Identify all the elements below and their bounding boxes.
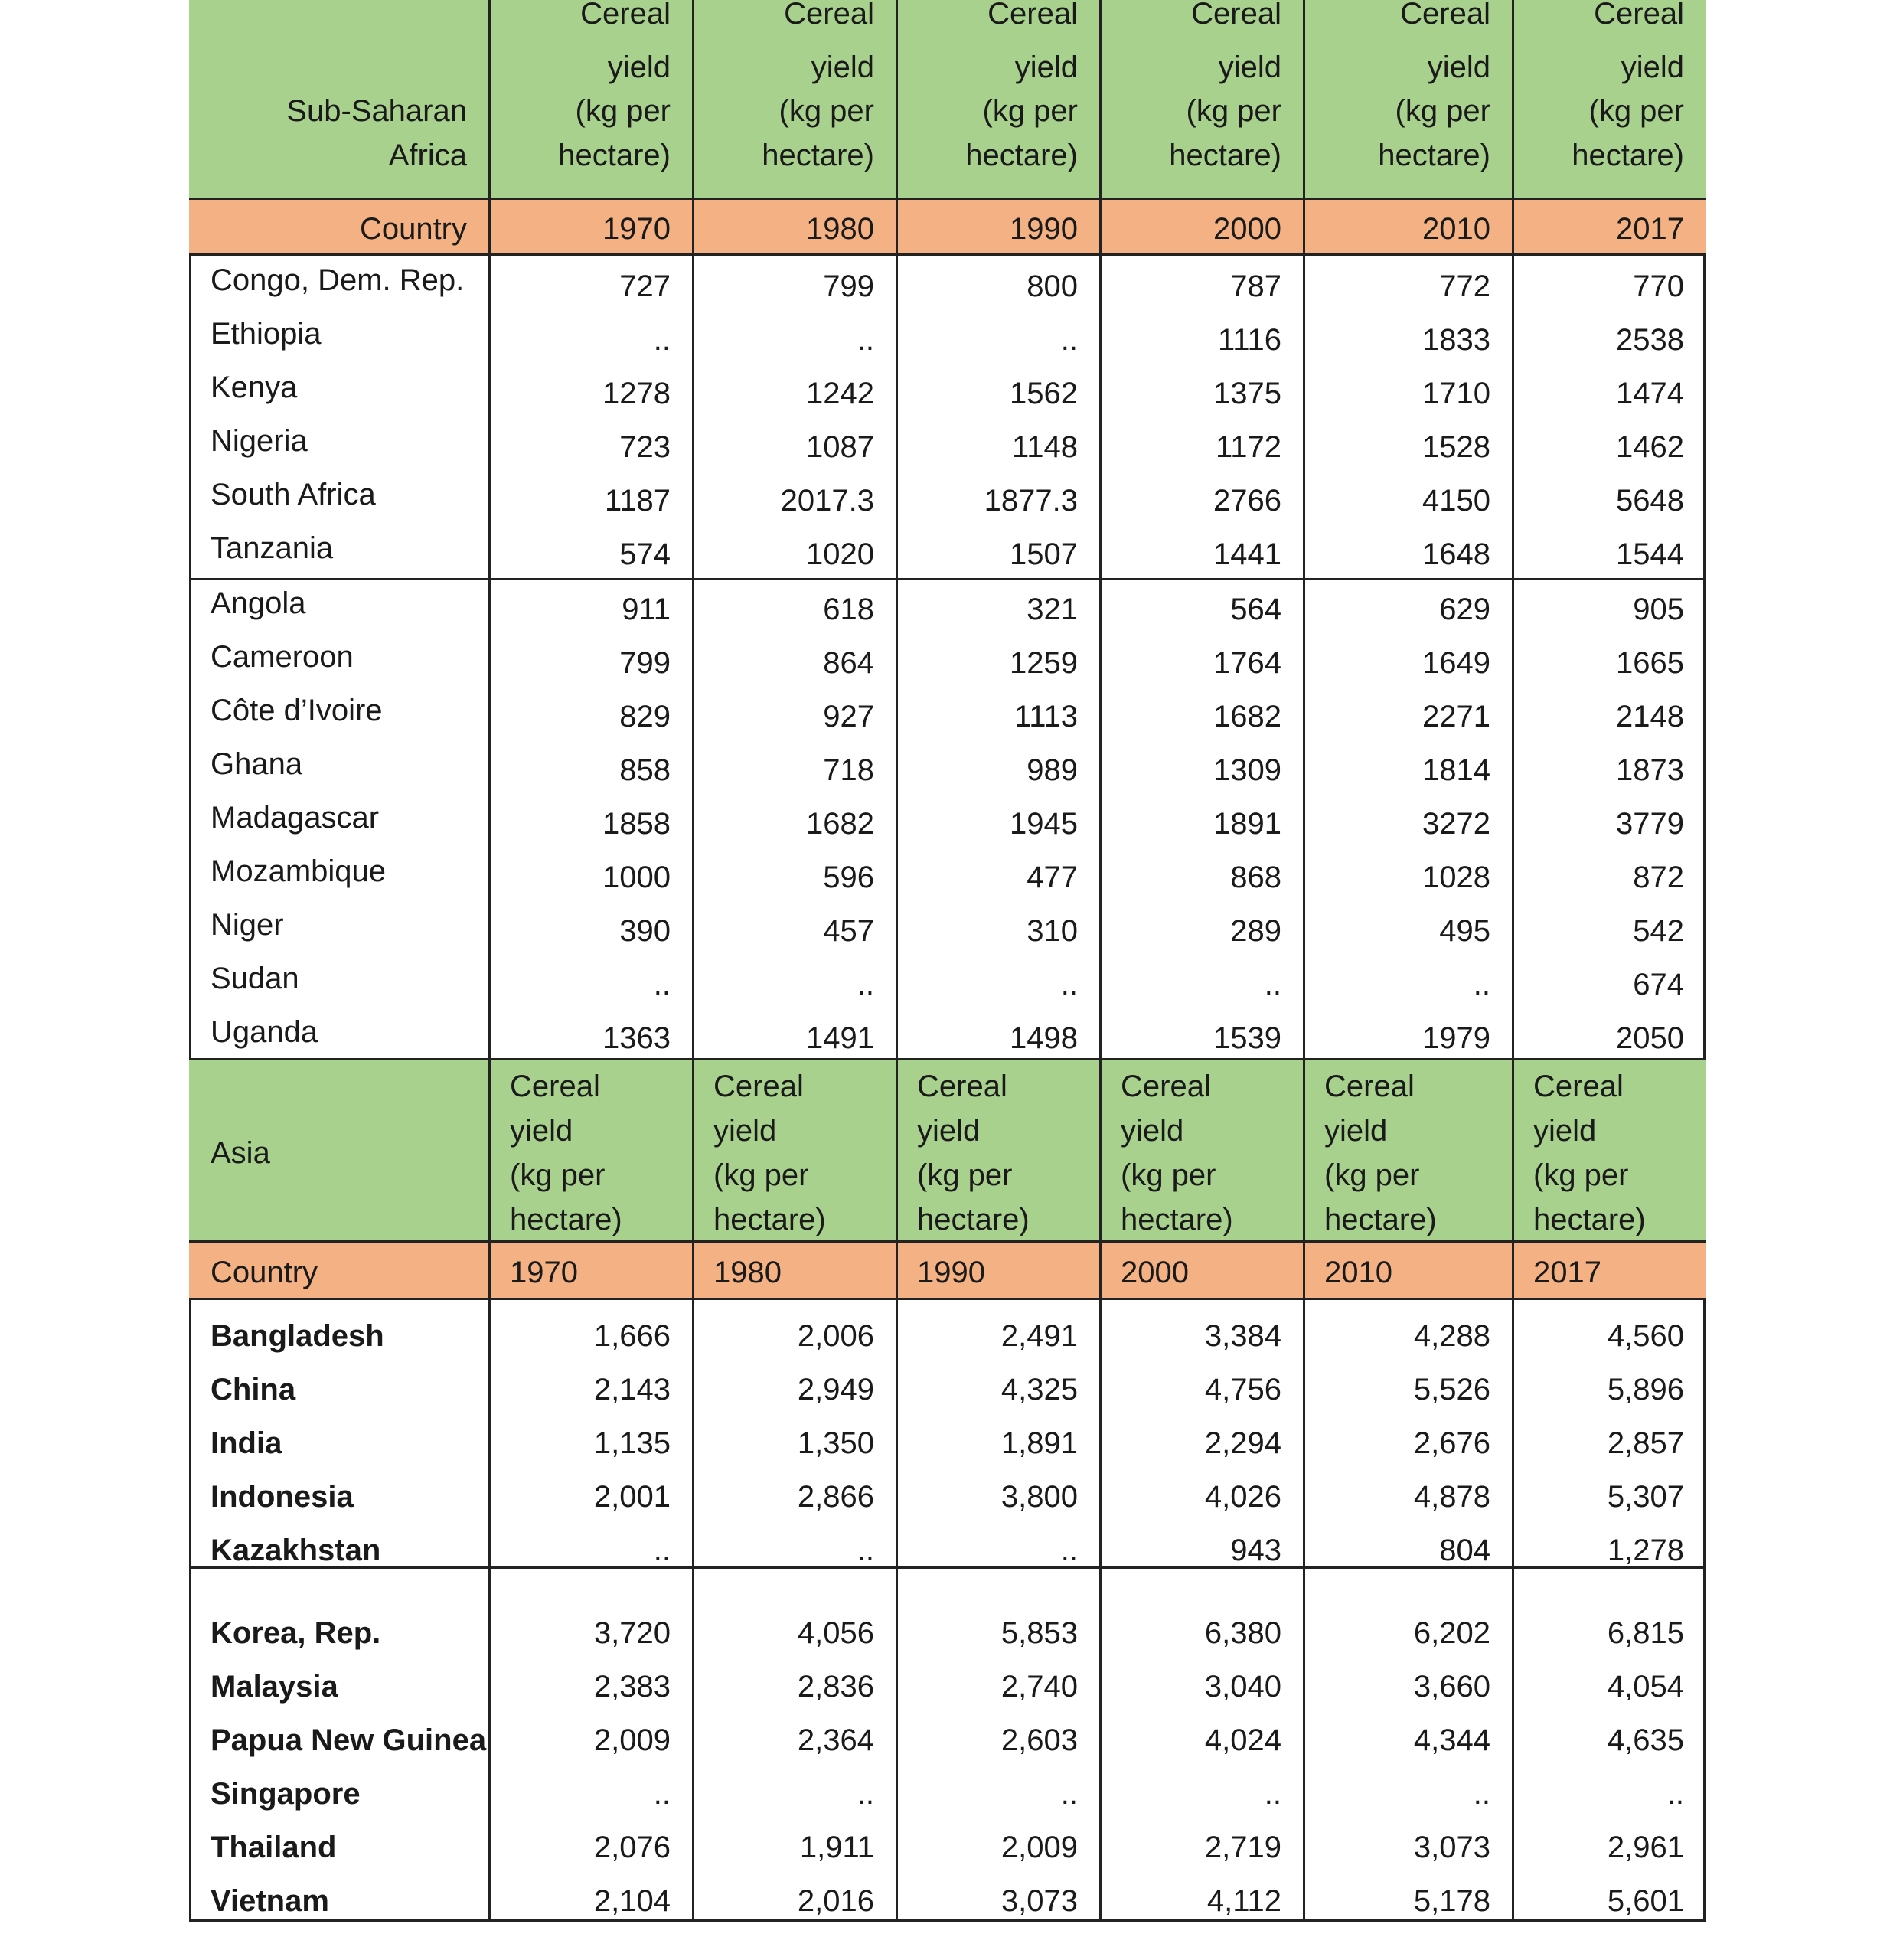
africa-header-line: (kg per bbox=[982, 94, 1078, 128]
yield-value: 1,278 bbox=[1607, 1534, 1684, 1567]
yield-value: 6,815 bbox=[1607, 1616, 1684, 1650]
country-name: Nigeria bbox=[211, 424, 308, 458]
yield-value: 1648 bbox=[1422, 537, 1490, 571]
africa-header-line: Cereal bbox=[1400, 0, 1490, 31]
yield-value: 1858 bbox=[602, 807, 671, 841]
country-name: Indonesia bbox=[211, 1480, 354, 1514]
yield-value: 6,202 bbox=[1413, 1616, 1490, 1650]
yield-value: 4,288 bbox=[1413, 1319, 1490, 1353]
yield-value: 1873 bbox=[1616, 753, 1684, 787]
yield-value: 799 bbox=[619, 646, 671, 680]
africa-year-label: 1980 bbox=[806, 212, 874, 246]
yield-value: 2,719 bbox=[1204, 1831, 1281, 1864]
rule-africa-year-bottom bbox=[189, 253, 1706, 256]
yield-value: 2,383 bbox=[593, 1670, 671, 1704]
yield-value: 1979 bbox=[1422, 1021, 1490, 1055]
yield-value: 2,676 bbox=[1413, 1426, 1490, 1460]
asia-year-label: 2017 bbox=[1533, 1256, 1601, 1289]
yield-value: 1474 bbox=[1616, 377, 1684, 410]
asia-header-line: yield bbox=[1533, 1114, 1597, 1148]
yield-value: 770 bbox=[1633, 270, 1684, 303]
yield-value: 4,026 bbox=[1204, 1480, 1281, 1514]
yield-value: 1148 bbox=[1011, 430, 1078, 464]
yield-value: 5,307 bbox=[1607, 1480, 1684, 1514]
africa-header-line: Cereal bbox=[1191, 0, 1281, 31]
asia-header-line: hectare) bbox=[510, 1203, 622, 1236]
yield-value: 1,911 bbox=[799, 1831, 874, 1864]
asia-header-line: (kg per bbox=[1533, 1158, 1629, 1192]
yield-value: 390 bbox=[619, 914, 671, 948]
africa-region-label: Africa bbox=[388, 139, 467, 172]
africa-header-line: hectare) bbox=[1169, 139, 1281, 172]
yield-value: 1020 bbox=[806, 537, 874, 571]
yield-value: .. bbox=[1060, 323, 1078, 357]
yield-value: 2,294 bbox=[1204, 1426, 1281, 1460]
yield-value: 674 bbox=[1633, 968, 1684, 1001]
yield-value: 804 bbox=[1439, 1534, 1490, 1567]
yield-value: 321 bbox=[1027, 593, 1078, 626]
yield-value: 3,073 bbox=[1000, 1884, 1078, 1918]
country-name: Kazakhstan bbox=[211, 1534, 381, 1567]
africa-header-line: hectare) bbox=[558, 139, 671, 172]
yield-value: 1028 bbox=[1422, 861, 1490, 894]
country-name: Mozambique bbox=[211, 854, 387, 888]
asia-header-line: yield bbox=[510, 1114, 573, 1148]
yield-value: 1507 bbox=[1010, 537, 1078, 571]
asia-header-line: hectare) bbox=[1324, 1203, 1437, 1236]
country-name: Madagascar bbox=[211, 801, 380, 835]
yield-value: 2,143 bbox=[593, 1373, 671, 1406]
yield-value: 943 bbox=[1230, 1534, 1281, 1567]
africa-region-label: Sub-Saharan bbox=[286, 94, 467, 128]
africa-year-label: 2000 bbox=[1213, 212, 1281, 246]
asia-header-line: yield bbox=[713, 1114, 777, 1148]
yield-value: 4,344 bbox=[1413, 1723, 1490, 1757]
yield-value: .. bbox=[857, 1777, 874, 1811]
yield-value: 2,009 bbox=[593, 1723, 671, 1757]
yield-value: .. bbox=[1264, 968, 1281, 1001]
yield-value: .. bbox=[1060, 1777, 1078, 1811]
country-name: Niger bbox=[211, 908, 284, 942]
yield-value: 1877.3 bbox=[984, 484, 1078, 518]
yield-value: .. bbox=[857, 323, 874, 357]
yield-value: 1172 bbox=[1215, 430, 1281, 464]
yield-value: 2,836 bbox=[797, 1670, 874, 1704]
country-name: Bangladesh bbox=[211, 1319, 384, 1353]
yield-value: 1665 bbox=[1616, 646, 1684, 680]
yield-value: 3,660 bbox=[1413, 1670, 1490, 1704]
asia-year-label: 1980 bbox=[713, 1256, 782, 1289]
yield-value: 2,491 bbox=[1000, 1319, 1078, 1353]
yield-value: 1309 bbox=[1213, 753, 1281, 787]
yield-value: 1498 bbox=[1010, 1021, 1078, 1055]
asia-year-label: 2010 bbox=[1324, 1256, 1392, 1289]
cereal-yield-table bbox=[189, 0, 1706, 1922]
yield-value: 4,878 bbox=[1413, 1480, 1490, 1514]
asia-year-label: 1990 bbox=[917, 1256, 985, 1289]
africa-header-line: hectare) bbox=[762, 139, 874, 172]
yield-value: 5,853 bbox=[1000, 1616, 1078, 1650]
yield-value: .. bbox=[1473, 968, 1490, 1001]
yield-value: 3272 bbox=[1422, 807, 1490, 841]
country-name: China bbox=[211, 1373, 296, 1406]
yield-value: 2050 bbox=[1616, 1021, 1684, 1055]
country-name: Korea, Rep. bbox=[211, 1616, 381, 1650]
yield-value: 5,178 bbox=[1413, 1884, 1490, 1918]
yield-value: 1,135 bbox=[593, 1426, 671, 1460]
asia-header-line: Cereal bbox=[1533, 1070, 1624, 1103]
asia-header-line: hectare) bbox=[713, 1203, 826, 1236]
yield-value: .. bbox=[1060, 968, 1078, 1001]
yield-value: .. bbox=[1473, 1777, 1490, 1811]
asia-header-line: Cereal bbox=[1121, 1070, 1211, 1103]
yield-value: 1649 bbox=[1422, 646, 1490, 680]
yield-value: 596 bbox=[823, 861, 874, 894]
asia-header-line: (kg per bbox=[917, 1158, 1013, 1192]
yield-value: .. bbox=[857, 1534, 874, 1567]
yield-value: 618 bbox=[823, 593, 874, 626]
yield-value: 564 bbox=[1230, 593, 1281, 626]
country-name: Ghana bbox=[211, 747, 303, 781]
yield-value: 927 bbox=[823, 700, 874, 733]
yield-value: 868 bbox=[1230, 861, 1281, 894]
yield-value: 1187 bbox=[604, 484, 671, 518]
rule-asia-year-bottom bbox=[189, 1298, 1706, 1300]
yield-value: 989 bbox=[1027, 753, 1078, 787]
yield-value: 1,891 bbox=[1000, 1426, 1078, 1460]
yield-value: 911 bbox=[622, 593, 671, 626]
country-name: Tanzania bbox=[211, 531, 334, 565]
yield-value: 2017.3 bbox=[780, 484, 874, 518]
yield-value: 2,740 bbox=[1000, 1670, 1078, 1704]
yield-value: 5,526 bbox=[1413, 1373, 1490, 1406]
asia-header-line: yield bbox=[1324, 1114, 1388, 1148]
yield-value: 2,603 bbox=[1000, 1723, 1078, 1757]
asia-year-label: 2000 bbox=[1121, 1256, 1189, 1289]
yield-value: 1278 bbox=[602, 377, 671, 410]
yield-value: 864 bbox=[823, 646, 874, 680]
yield-value: 2,364 bbox=[797, 1723, 874, 1757]
yield-value: .. bbox=[857, 968, 874, 1001]
yield-value: 2,006 bbox=[797, 1319, 874, 1353]
yield-value: 1562 bbox=[1010, 377, 1078, 410]
asia-country-header: Country bbox=[211, 1256, 318, 1289]
africa-year-label: 2017 bbox=[1616, 212, 1684, 246]
africa-header-line: (kg per bbox=[1395, 94, 1490, 128]
country-name: Ethiopia bbox=[211, 317, 322, 351]
asia-header-line: yield bbox=[1121, 1114, 1184, 1148]
yield-value: 1,666 bbox=[593, 1319, 671, 1353]
yield-value: 1682 bbox=[806, 807, 874, 841]
africa-header-line: Cereal bbox=[784, 0, 874, 31]
yield-value: 1462 bbox=[1616, 430, 1684, 464]
yield-value: 1,350 bbox=[797, 1426, 874, 1460]
country-name: Kenya bbox=[211, 371, 298, 404]
yield-value: 574 bbox=[619, 537, 671, 571]
asia-header-line: Cereal bbox=[510, 1070, 600, 1103]
yield-value: 723 bbox=[619, 430, 671, 464]
africa-header-line: hectare) bbox=[1378, 139, 1490, 172]
africa-year-label: 2010 bbox=[1422, 212, 1490, 246]
yield-value: 4,054 bbox=[1607, 1670, 1684, 1704]
asia-region-label: Asia bbox=[211, 1136, 270, 1170]
yield-value: .. bbox=[653, 1777, 671, 1811]
yield-value: 1682 bbox=[1213, 700, 1281, 733]
africa-header-line: Cereal bbox=[580, 0, 671, 31]
yield-value: 3,040 bbox=[1204, 1670, 1281, 1704]
africa-header-line: hectare) bbox=[965, 139, 1078, 172]
africa-header-line: (kg per bbox=[779, 94, 874, 128]
asia-header-line: hectare) bbox=[1121, 1203, 1233, 1236]
africa-header-line: yield bbox=[607, 51, 671, 84]
yield-value: 5,896 bbox=[1607, 1373, 1684, 1406]
africa-header-line: Cereal bbox=[987, 0, 1078, 31]
yield-value: 2,076 bbox=[593, 1831, 671, 1864]
africa-header-line: (kg per bbox=[1186, 94, 1281, 128]
country-name: Cameroon bbox=[211, 640, 354, 674]
yield-value: 829 bbox=[619, 700, 671, 733]
yield-value: .. bbox=[653, 1534, 671, 1567]
yield-value: 2,009 bbox=[1000, 1831, 1078, 1864]
yield-value: 629 bbox=[1439, 593, 1490, 626]
yield-value: 905 bbox=[1633, 593, 1684, 626]
country-name: Sudan bbox=[211, 962, 299, 995]
yield-value: 1242 bbox=[806, 377, 874, 410]
yield-value: 2,001 bbox=[593, 1480, 671, 1514]
country-name: Congo, Dem. Rep. bbox=[211, 263, 465, 297]
yield-value: 2538 bbox=[1616, 323, 1684, 357]
yield-value: 1113 bbox=[1014, 700, 1078, 733]
rule-africa-header-bottom bbox=[189, 198, 1706, 200]
yield-value: 1441 bbox=[1213, 537, 1281, 571]
yield-value: 3,384 bbox=[1204, 1319, 1281, 1353]
yield-value: .. bbox=[1264, 1777, 1281, 1811]
yield-value: 1764 bbox=[1213, 646, 1281, 680]
yield-value: 542 bbox=[1633, 914, 1684, 948]
yield-value: 4,560 bbox=[1607, 1319, 1684, 1353]
asia-header-line: Cereal bbox=[917, 1070, 1007, 1103]
yield-value: 1363 bbox=[602, 1021, 671, 1055]
yield-value: 4,024 bbox=[1204, 1723, 1281, 1757]
yield-value: 1491 bbox=[806, 1021, 874, 1055]
yield-value: 495 bbox=[1439, 914, 1490, 948]
yield-value: 2148 bbox=[1616, 700, 1684, 733]
yield-value: 800 bbox=[1027, 270, 1078, 303]
asia-header-line: (kg per bbox=[510, 1158, 606, 1192]
country-name: Malaysia bbox=[211, 1670, 338, 1704]
country-name: Côte d’Ivoire bbox=[211, 694, 383, 727]
country-name: India bbox=[211, 1426, 282, 1460]
yield-value: 1259 bbox=[1010, 646, 1078, 680]
yield-value: 5,601 bbox=[1607, 1884, 1684, 1918]
asia-header-line: yield bbox=[917, 1114, 981, 1148]
africa-year-label: 1990 bbox=[1010, 212, 1078, 246]
africa-header-line: yield bbox=[1014, 51, 1078, 84]
asia-header-line: hectare) bbox=[917, 1203, 1030, 1236]
yield-value: 3,800 bbox=[1000, 1480, 1078, 1514]
yield-value: 772 bbox=[1439, 270, 1490, 303]
yield-value: 4,056 bbox=[797, 1616, 874, 1650]
yield-value: 2,866 bbox=[797, 1480, 874, 1514]
yield-value: 3779 bbox=[1616, 807, 1684, 841]
africa-header-line: yield bbox=[811, 51, 874, 84]
yield-value: 2766 bbox=[1213, 484, 1281, 518]
yield-value: 4,756 bbox=[1204, 1373, 1281, 1406]
yield-value: 1087 bbox=[806, 430, 874, 464]
yield-value: 1814 bbox=[1422, 753, 1490, 787]
yield-value: 289 bbox=[1230, 914, 1281, 948]
yield-value: 457 bbox=[823, 914, 874, 948]
asia-header-line: (kg per bbox=[713, 1158, 809, 1192]
africa-header-line: (kg per bbox=[575, 94, 671, 128]
yield-value: 1000 bbox=[602, 861, 671, 894]
yield-value: 4,635 bbox=[1607, 1723, 1684, 1757]
yield-value: .. bbox=[653, 323, 671, 357]
yield-value: 858 bbox=[619, 753, 671, 787]
asia-year-label: 1970 bbox=[510, 1256, 578, 1289]
yield-value: 4150 bbox=[1422, 484, 1490, 518]
yield-value: 2,857 bbox=[1607, 1426, 1684, 1460]
asia-header-line: Cereal bbox=[1324, 1070, 1415, 1103]
yield-value: 2,961 bbox=[1607, 1831, 1684, 1864]
country-name: Singapore bbox=[211, 1777, 361, 1811]
africa-year-label: 1970 bbox=[602, 212, 671, 246]
africa-country-header: Country bbox=[359, 212, 467, 246]
country-name: South Africa bbox=[211, 478, 376, 511]
country-name: Angola bbox=[211, 586, 306, 620]
yield-value: 1544 bbox=[1616, 537, 1684, 571]
africa-header-line: Cereal bbox=[1594, 0, 1684, 31]
yield-value: 787 bbox=[1230, 270, 1281, 303]
yield-value: 477 bbox=[1027, 861, 1078, 894]
country-name: Vietnam bbox=[211, 1884, 329, 1918]
asia-header-line: Cereal bbox=[713, 1070, 804, 1103]
yield-value: .. bbox=[1060, 1534, 1078, 1567]
yield-value: 3,720 bbox=[593, 1616, 671, 1650]
yield-value: 718 bbox=[823, 753, 874, 787]
yield-value: 2,016 bbox=[797, 1884, 874, 1918]
africa-header-line: (kg per bbox=[1588, 94, 1684, 128]
yield-value: 727 bbox=[619, 270, 671, 303]
yield-value: 1375 bbox=[1213, 377, 1281, 410]
yield-value: 4,112 bbox=[1206, 1884, 1281, 1918]
rule-africa-group-split bbox=[189, 578, 1706, 580]
yield-value: 799 bbox=[823, 270, 874, 303]
yield-value: 3,073 bbox=[1413, 1831, 1490, 1864]
country-name: Thailand bbox=[211, 1831, 337, 1864]
africa-header-line: yield bbox=[1218, 51, 1281, 84]
asia-header-line: (kg per bbox=[1121, 1158, 1216, 1192]
africa-header-line: hectare) bbox=[1572, 139, 1684, 172]
africa-header-line: yield bbox=[1427, 51, 1490, 84]
yield-value: 2271 bbox=[1422, 700, 1490, 733]
yield-value: 4,325 bbox=[1000, 1373, 1078, 1406]
yield-value: 310 bbox=[1027, 914, 1078, 948]
yield-value: 2,104 bbox=[593, 1884, 671, 1918]
yield-value: 6,380 bbox=[1204, 1616, 1281, 1650]
yield-value: 1528 bbox=[1422, 430, 1490, 464]
yield-value: 872 bbox=[1633, 861, 1684, 894]
country-name: Papua New Guinea bbox=[211, 1723, 487, 1757]
yield-value: .. bbox=[1666, 1777, 1684, 1811]
africa-header-line: yield bbox=[1621, 51, 1684, 84]
asia-header-line: (kg per bbox=[1324, 1158, 1420, 1192]
country-name: Uganda bbox=[211, 1015, 318, 1049]
yield-value: 1833 bbox=[1422, 323, 1490, 357]
yield-value: .. bbox=[653, 968, 671, 1001]
yield-value: 1116 bbox=[1217, 323, 1281, 357]
yield-value: 1945 bbox=[1010, 807, 1078, 841]
yield-value: 1710 bbox=[1422, 377, 1490, 410]
yield-value: 2,949 bbox=[797, 1373, 874, 1406]
asia-header-line: hectare) bbox=[1533, 1203, 1646, 1236]
yield-value: 1539 bbox=[1213, 1021, 1281, 1055]
yield-value: 1891 bbox=[1213, 807, 1281, 841]
yield-value: 5648 bbox=[1616, 484, 1684, 518]
